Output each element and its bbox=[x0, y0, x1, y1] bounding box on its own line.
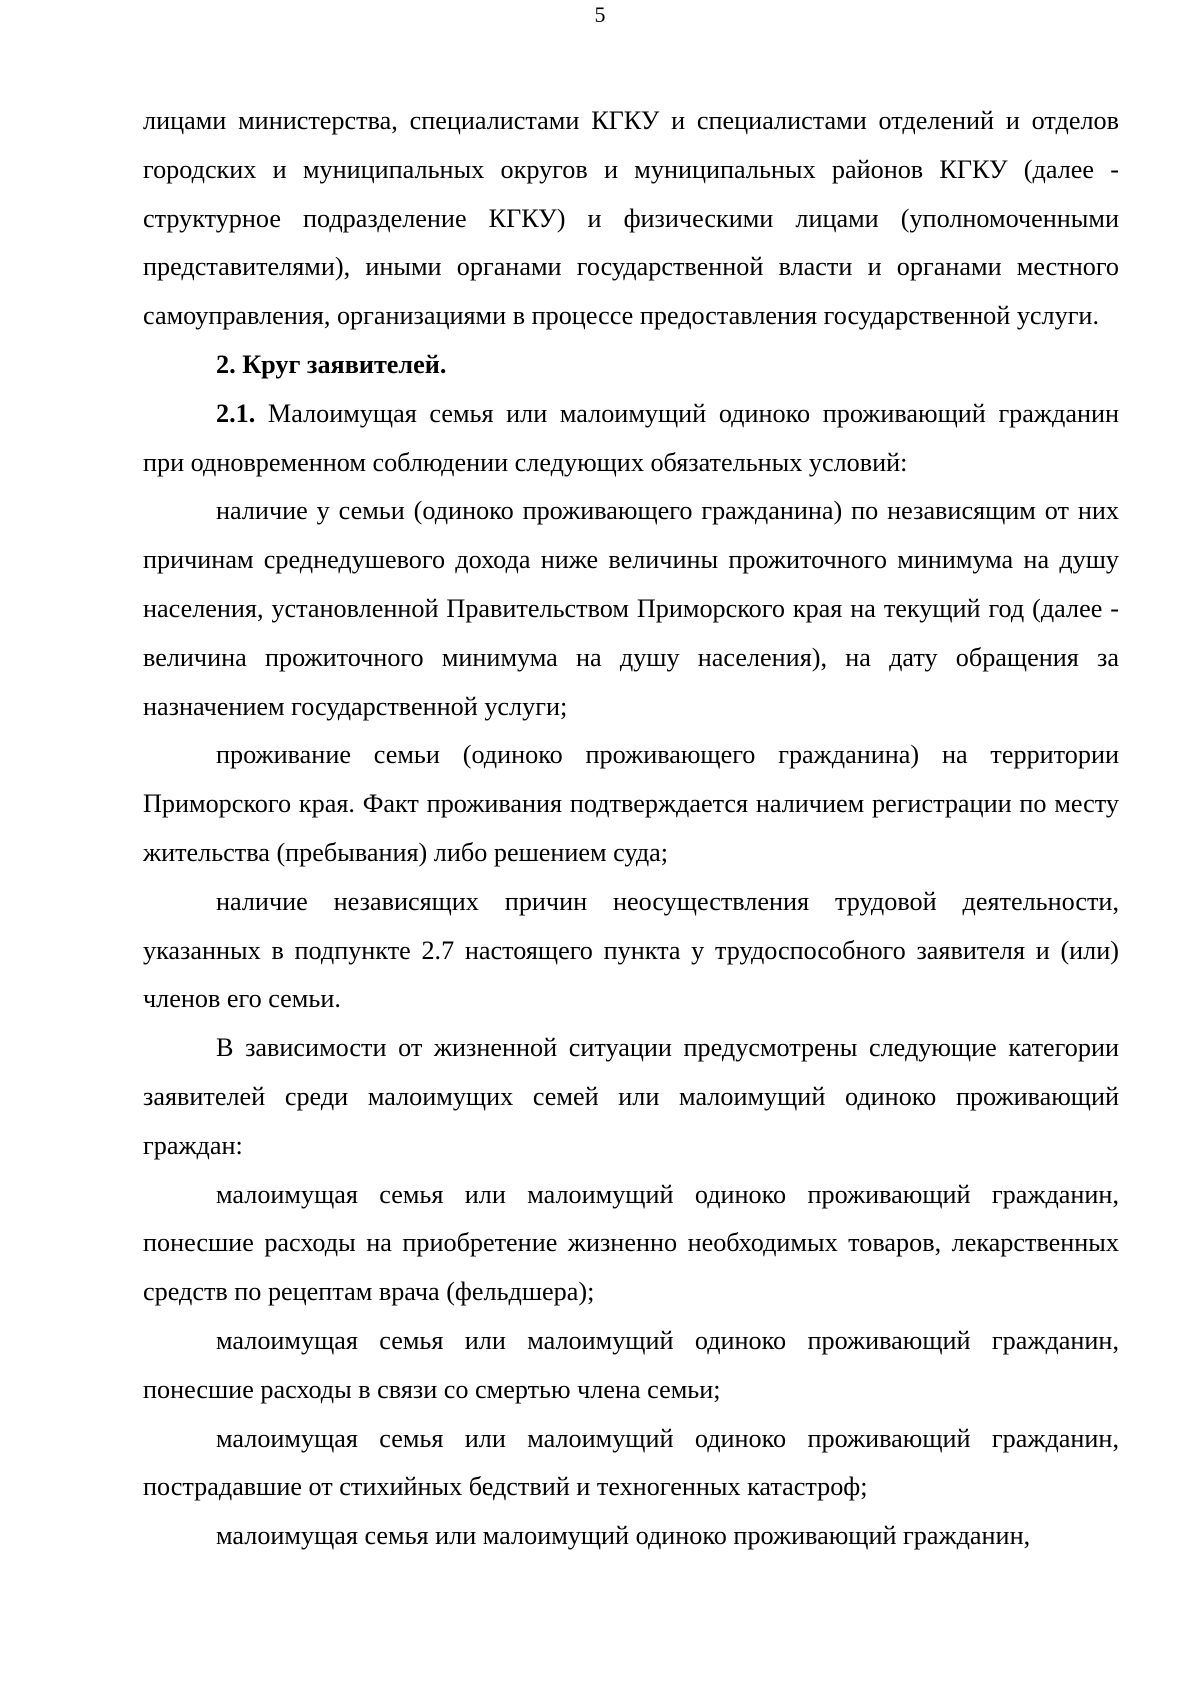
paragraph-category-death: малоимущая семья или малоимущий одиноко проживающий гражданин, понесшие расходы в связи со смертью члена семьи; bbox=[143, 1325, 1119, 1404]
paragraph-category-goods: малоимущая семья или малоимущий одиноко проживающий гражданин, понесшие расходы на приобретение жизненно необходимых товаров, лекарственных средств по рецептам врача (фельдшера); bbox=[143, 1179, 1119, 1307]
paragraph-condition-income: наличие у семьи (одиноко проживающего гражданина) по независящим от них причинам среднедушевого дохода ниже величины прожиточного минимума на душу населения, установленной Правительством Приморского края на текущий год (далее - величина прожиточного минимума на душу населения), на дату обращения за назначением государственной услуги; bbox=[143, 496, 1119, 721]
document-body bbox=[143, 97, 1119, 1561]
paragraph-condition-employment: наличие независящих причин неосуществления трудовой деятельности, указанных в подпункте 2.7 настоящего пункта у трудоспособного заявителя и (или) членов его семьи. bbox=[143, 886, 1119, 1014]
paragraph-categories-intro: В зависимости от жизненной ситуации предусмотрены следующие категории заявителей среди малоимущих семей или малоимущий одиноко проживающий граждан: bbox=[143, 1033, 1119, 1160]
page-number: 5 bbox=[594, 2, 606, 27]
section-heading: 2. Круг заявителей. bbox=[216, 349, 447, 379]
clause-text: Малоимущая семья или малоимущий одиноко проживающий гражданин при одновременном соблюдении следующих обязательных условий: bbox=[143, 398, 1119, 477]
paragraph-continuation: лицами министерства, специалистами КГКУ и специалистами отделений и отделов городских и муниципальных округов и муниципальных районов КГКУ (далее - структурное подразделение КГКУ) и физическими лицами (уполномоченными представителями), иными органами государственной власти и органами местного самоуправления, организациями в процессе предоставления государственной услуги. bbox=[143, 106, 1119, 331]
paragraph-category-continued: малоимущая семья или малоимущий одиноко проживающий гражданин, bbox=[216, 1521, 1031, 1551]
paragraph-category-disasters: малоимущая семья или малоимущий одиноко проживающий гражданин, пострадавшие от стихийных бедствий и техногенных катастроф; bbox=[143, 1423, 1119, 1502]
paragraph-2-1 bbox=[143, 390, 1119, 488]
paragraph-condition-residence: проживание семьи (одиноко проживающего гражданина) на территории Приморского края. Факт проживания подтверждается наличием регистрации по месту жительства (пребывания) либо решением суда; bbox=[143, 740, 1119, 867]
clause-number: 2.1. bbox=[216, 398, 256, 428]
